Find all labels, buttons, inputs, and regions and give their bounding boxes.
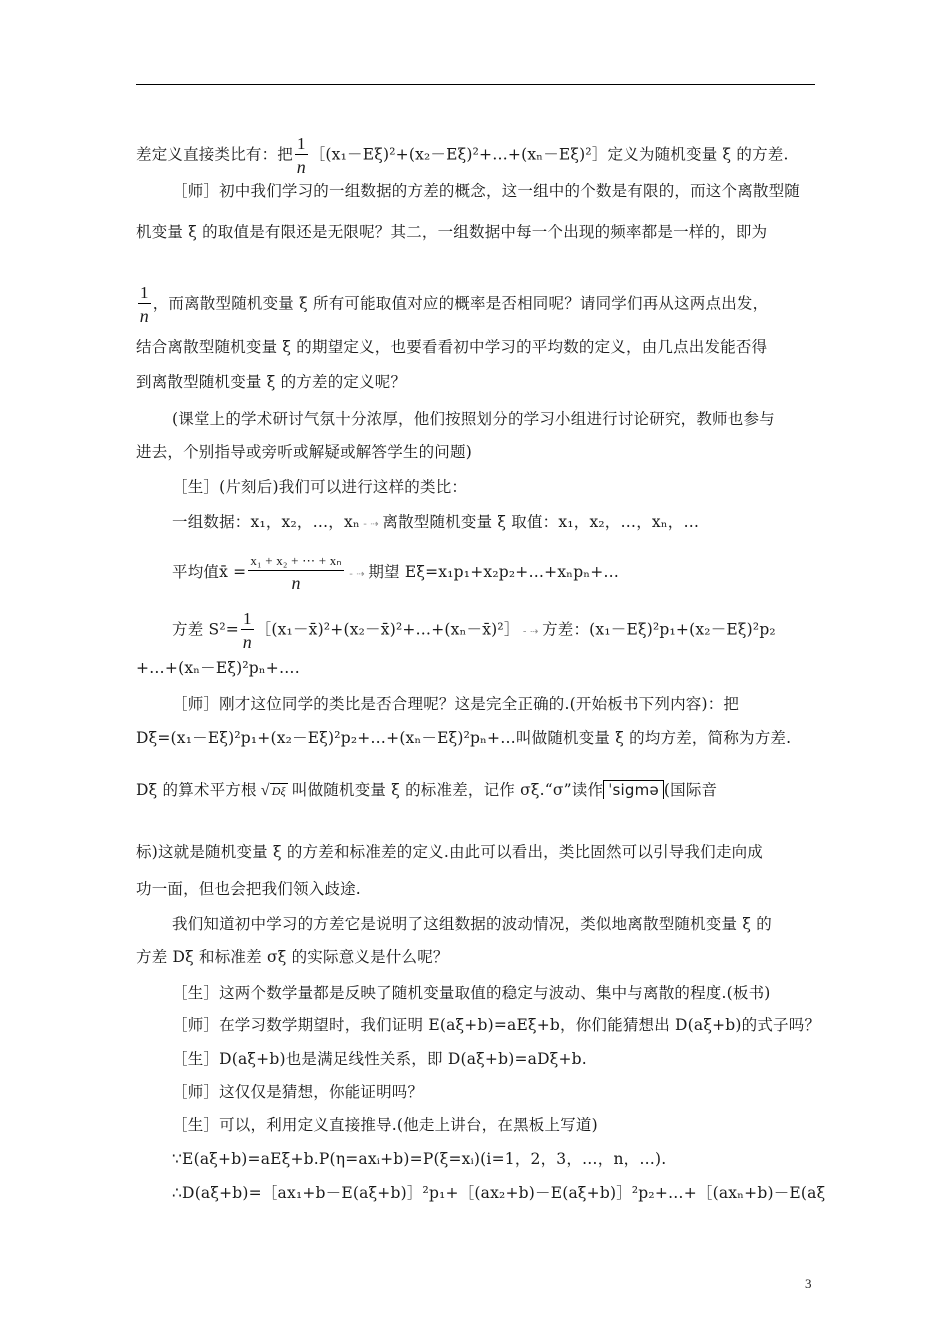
line-10-pre: 一组数据：x₁，x₂，…，xₙ <box>172 513 360 531</box>
line-7: (课堂上的学术研讨气氛十分浓厚，他们按照划分的学习小组进行讨论研究，教师也参与 <box>172 410 775 428</box>
line-4 <box>136 284 815 325</box>
line-18: 功一面，但也会把我们领入歧途. <box>136 880 361 898</box>
fraction-1-over-n: $\frac{1}{n}$ <box>242 609 252 652</box>
sqrt-d-xi: √ Dξ <box>260 782 286 799</box>
arrow-icon: - ⇢ <box>519 626 543 638</box>
fraction-mean: $\frac{\text{x₁ + x₂ + ⋯ + xₙ}}{n}$ <box>250 553 342 593</box>
line-16 <box>136 779 815 802</box>
line-19: 我们知道初中学习的方差它是说明了这组数据的波动情况，类似地离散型随机变量 ξ 的 <box>172 915 772 933</box>
line-16-post: (国际音 <box>663 781 718 799</box>
line-16-mid: 叫做随机变量 ξ 的标准差，记作 σξ.“σ”读作 <box>291 781 604 799</box>
line-27: ∴D(aξ+b)=［ax₁+b－E(aξ+b)］²p₁+［(ax₂+b)－E(aξ+b)］²p₂+…+［(axₙ+b)－E(aξ <box>172 1184 826 1202</box>
line-21: ［生］这两个数学量都是反映了随机变量取值的稳定与波动、集中与离散的程度.(板书) <box>172 984 771 1002</box>
arrow-icon: - ⇢ <box>359 519 383 530</box>
header-rule <box>136 84 815 85</box>
page-number: 3 <box>805 1276 812 1291</box>
line-12-post: 方差：(x₁－Eξ)²p₁+(x₂－Eξ)²p₂ <box>542 620 776 639</box>
arrow-icon: - ⇢ <box>345 569 369 580</box>
line-15: Dξ=(x₁－Eξ)²p₁+(x₂－Eξ)²p₂+…+(xₙ－Eξ)²pₙ+…叫做随机变量 ξ 的均方差，简称为方差. <box>136 729 792 747</box>
line-1-pre: 差定义直接类比有：把 <box>136 145 294 164</box>
line-12-mid: ［(x₁－x̄)²+(x₂－x̄)²+…+(xₙ－x̄)²］ <box>255 620 520 639</box>
fraction-1-over-n: $\frac{1}{n}$ <box>139 283 149 326</box>
line-26: ∵E(aξ+b)=aEξ+b.P(η=axᵢ+b)=P(ξ=xᵢ)(i=1，2，3，…，n，…). <box>172 1150 667 1168</box>
line-10-post: 离散型随机变量 ξ 取值：x₁，x₂，…，xₙ，… <box>382 513 700 531</box>
line-22: ［师］在学习数学期望时，我们证明 E(aξ+b)=aEξ+b，你们能猜想出 D(aξ+b)的式子吗？ <box>172 1016 821 1034</box>
line-3: 机变量 ξ 的取值是有限还是无限呢？其二，一组数据中每一个出现的频率都是一样的，即为 <box>136 223 768 241</box>
line-1 <box>136 135 815 176</box>
line-13: +…+(xₙ－Eξ)²pₙ+…. <box>136 659 300 677</box>
line-25: ［生］可以，利用定义直接推导.(他走上讲台，在黑板上写道) <box>172 1116 598 1134</box>
line-6: 到离散型随机变量 ξ 的方差的定义呢？ <box>136 373 407 391</box>
line-24: ［师］这仅仅是猜想，你能证明吗？ <box>172 1083 424 1101</box>
line-20: 方差 Dξ 和标准差 σξ 的实际意义是什么呢？ <box>136 948 449 966</box>
line-8: 进去，个别指导或旁听或解疑或解答学生的问题) <box>136 443 472 461</box>
line-14: ［师］刚才这位同学的类比是否合理呢？这是完全正确的.(开始板书下列内容)：把 <box>172 695 740 713</box>
line-10 <box>172 511 815 536</box>
line-9: ［生］(片刻后)我们可以进行这样的类比： <box>172 478 468 496</box>
line-2: ［师］初中我们学习的一组数据的方差的概念，这一组中的个数是有限的，而这个离散型随 <box>172 182 801 200</box>
line-12 <box>172 610 815 651</box>
fraction-1-over-n: $\frac{1}{n}$ <box>296 134 306 177</box>
line-11-pre: 平均值x̄ = <box>172 563 247 581</box>
line-12-pre: 方差 S²= <box>172 620 239 639</box>
line-16-pre: Dξ 的算术平方根 <box>136 781 257 799</box>
line-4-post: ，而离散型随机变量 ξ 所有可能取值对应的概率是否相同呢？请同学们再从这两点出发， <box>152 294 769 313</box>
line-17: 标)这就是随机变量 ξ 的方差和标准差的定义.由此可以看出，类比固然可以引导我们走向成 <box>136 843 763 861</box>
line-1-post: ［(x₁－Eξ)²+(x₂－Eξ)²+…+(xₙ－Eξ)²］定义为随机变量 ξ 的方差. <box>309 145 789 164</box>
line-23: ［生］D(aξ+b)也是满足线性关系，即 D(aξ+b)=aDξ+b. <box>172 1050 587 1068</box>
line-11-post: 期望 Eξ=x₁p₁+x₂p₂+…+xₙpₙ+… <box>368 563 620 581</box>
ipa-sigma: ˈsigmə <box>603 780 664 799</box>
line-11 <box>172 554 815 592</box>
line-5: 结合离散型随机变量 ξ 的期望定义，也要看看初中学习的平均数的定义，由几点出发能否得 <box>136 338 768 356</box>
